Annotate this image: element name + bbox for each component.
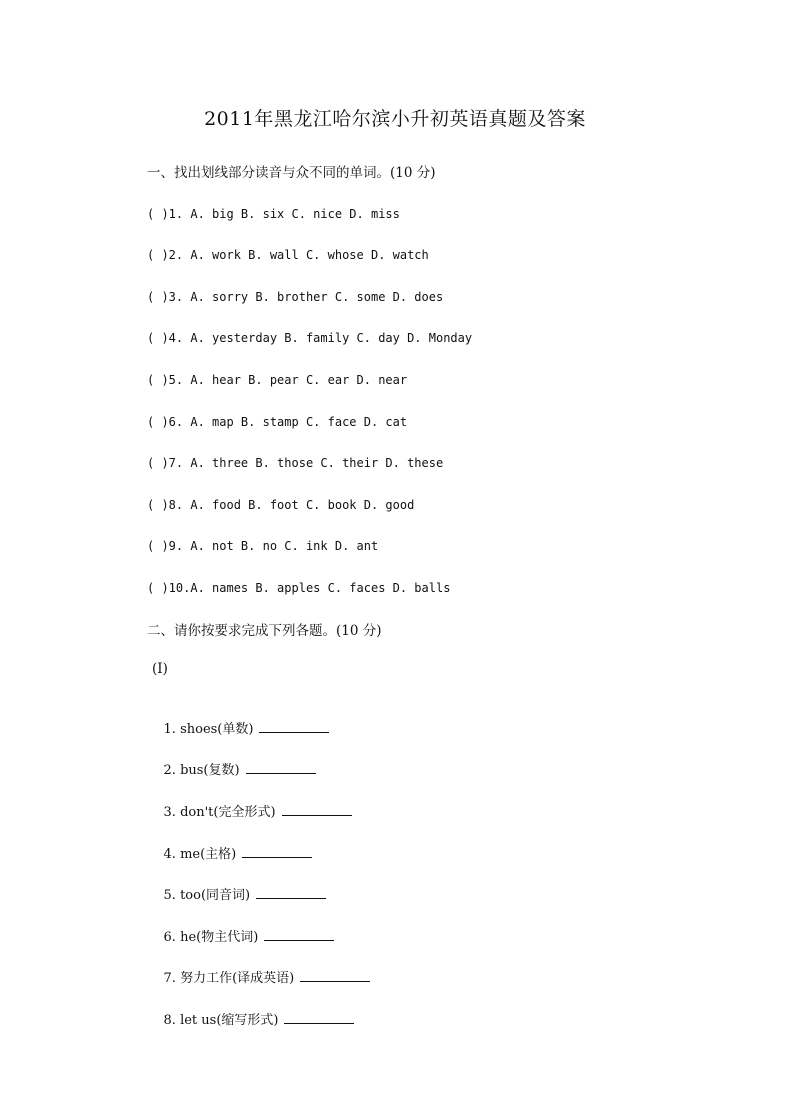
answer-blank[interactable] xyxy=(284,1011,354,1024)
answer-blank[interactable] xyxy=(300,969,370,982)
answer-blank[interactable] xyxy=(282,803,352,816)
section-1-heading: 一、找出划线部分读音与众不同的单词。(10 分) xyxy=(147,165,436,181)
answer-blank[interactable] xyxy=(256,886,326,899)
question-6: ( )6. A. map B. stamp C. face D. cat xyxy=(147,415,408,429)
section-2-heading: 二、请你按要求完成下列各题。(10 分) xyxy=(147,623,382,639)
question-2: ( )2. A. work B. wall C. whose D. watch xyxy=(147,248,429,262)
question-5: ( )5. A. hear B. pear C. ear D. near xyxy=(147,373,408,387)
fill-item-label: 3. don't(完全形式) xyxy=(163,805,276,820)
fill-item-label: 5. too(同音词) xyxy=(163,888,251,903)
answer-blank[interactable] xyxy=(264,928,334,941)
document-title: 2011年黑龙江哈尔滨小升初英语真题及答案 xyxy=(204,108,586,130)
answer-blank[interactable] xyxy=(246,761,316,774)
fill-item-label: 6. he(物主代词) xyxy=(163,930,259,945)
answer-blank[interactable] xyxy=(259,720,329,733)
question-3: ( )3. A. sorry B. brother C. some D. does xyxy=(147,290,444,304)
question-8: ( )8. A. food B. foot C. book D. good xyxy=(147,498,415,512)
fill-item-label: 8. let us(缩写形式) xyxy=(163,1013,279,1028)
fill-item-label: 2. bus(复数) xyxy=(163,763,240,778)
question-10: ( )10.A. names B. apples C. faces D. balls xyxy=(147,581,451,595)
section-2-part-label: (I) xyxy=(152,661,168,677)
question-7: ( )7. A. three B. those C. their D. these xyxy=(147,456,444,470)
answer-blank[interactable] xyxy=(242,845,312,858)
question-1: ( )1. A. big B. six C. nice D. miss xyxy=(147,207,400,221)
fill-item-label: 4. me(主格) xyxy=(163,847,237,862)
fill-item-label: 1. shoes(单数) xyxy=(163,722,254,737)
fill-item-8 xyxy=(147,994,354,1043)
question-4: ( )4. A. yesterday B. family C. day D. Monday xyxy=(147,331,473,345)
question-9: ( )9. A. not B. no C. ink D. ant xyxy=(147,539,379,553)
fill-item-label: 7. 努力工作(译成英语) xyxy=(163,971,295,986)
